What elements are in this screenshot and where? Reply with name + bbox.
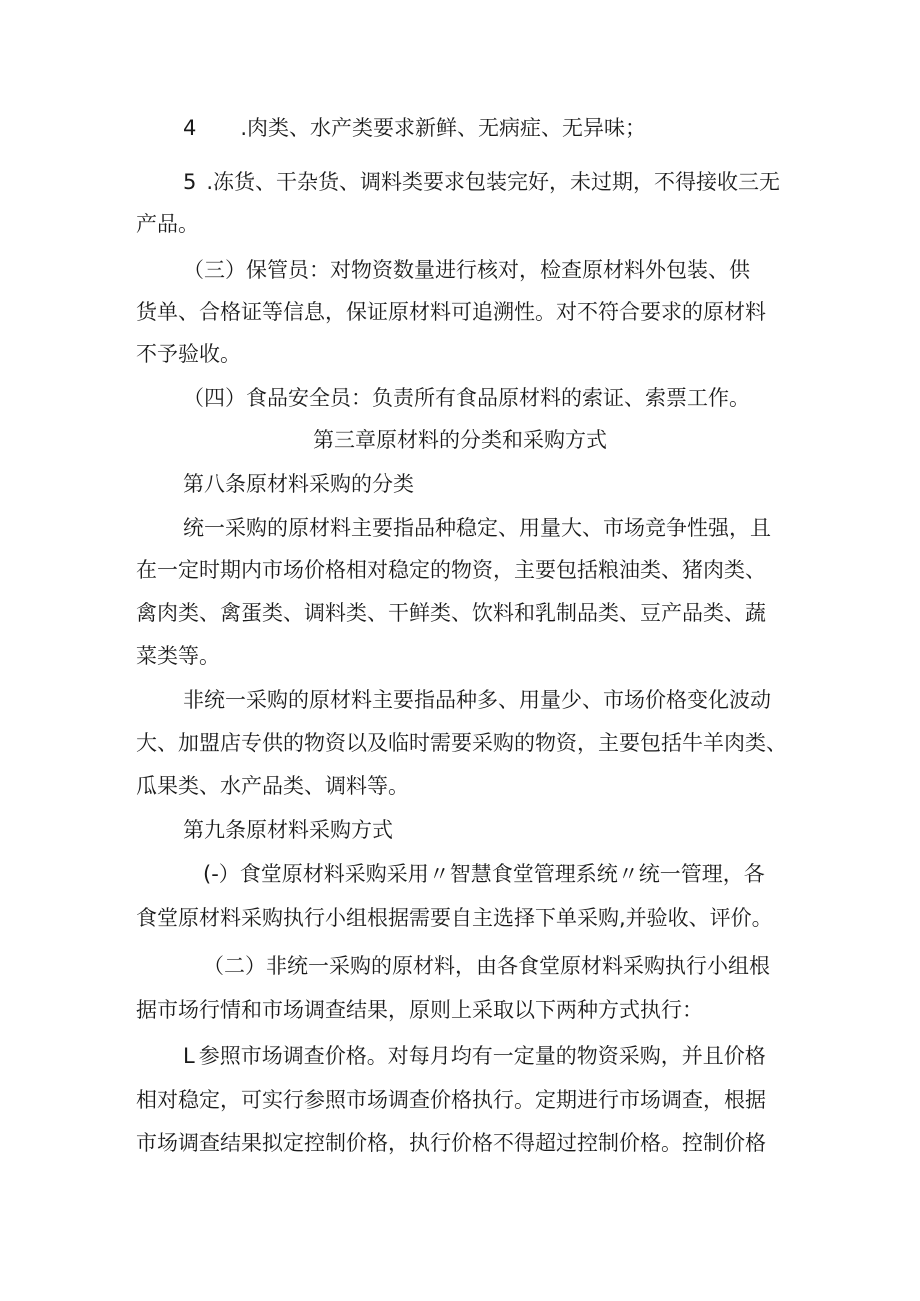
- list-number: 5: [183, 170, 197, 194]
- list-item-4: [183, 114, 646, 142]
- list-item-l: [183, 1042, 766, 1070]
- text-line: 瓜果类、水产品类、调料等。: [136, 774, 409, 798]
- paragraph-line: 统一采购的原材料主要指品种稳定、用量大、市场竞争性强，且: [183, 516, 771, 540]
- text-line: 产品。: [136, 212, 199, 236]
- list-text: .肉类、水产类要求新鲜、无病症、无异味；: [240, 116, 647, 140]
- paragraph-line: (-）食堂原材料采购采用〃智慧食堂管理系统〃统一管理，各: [203, 862, 765, 886]
- list-number: 4: [183, 116, 197, 140]
- text-line: 大、加盟店专供的物资以及临时需要采购的物资，主要包括牛羊肉类、: [136, 731, 787, 755]
- text-line: 禽肉类、禽蛋类、调料类、干鲜类、饮料和乳制品类、豆产品类、蔬: [136, 601, 766, 625]
- text-line: 菜类等。: [136, 644, 220, 668]
- paragraph-line: （四）食品安全员：负责所有食品原材料的索证、索票工作。: [183, 386, 750, 410]
- paragraph-line: （二）非统一采购的原材料，由各食堂原材料采购执行小组根: [203, 954, 770, 978]
- list-number: L: [183, 1044, 195, 1068]
- text-line: 相对稳定，可实行参照市场调查价格执行。定期进行市场调查，根据: [136, 1088, 766, 1112]
- article-heading: 第九条原材料采购方式: [183, 818, 393, 842]
- text-line: 食堂原材料采购执行小组根据需要自主选择下单采购,并验收、评价。: [136, 906, 773, 930]
- chapter-heading: 第三章原材料的分类和采购方式: [313, 428, 607, 452]
- paragraph-line: 非统一采购的原材料主要指品种多、用量少、市场价格变化波动: [183, 688, 771, 712]
- text-line: 据市场行情和市场调查结果，原则上采取以下两种方式执行：: [136, 998, 703, 1022]
- text-line: 不予验收。: [136, 342, 241, 366]
- paragraph-line: （三）保管员：对物资数量进行核对，检查原材料外包装、供: [183, 258, 750, 282]
- text-line: 市场调查结果拟定控制价格，执行价格不得超过控制价格。控制价格: [136, 1131, 766, 1155]
- list-item-5: [183, 168, 780, 196]
- list-text: 参照市场调查价格。对每月均有一定量的物资采购，并且价格: [198, 1044, 766, 1068]
- text-line: 货单、合格证等信息，保证原材料可追溯性。对不符合要求的原材料: [136, 300, 766, 324]
- list-text: .冻货、干杂货、调料类要求包装完好，未过期，不得接收三无: [206, 170, 781, 194]
- article-heading: 第八条原材料采购的分类: [183, 472, 414, 496]
- text-line: 在一定时期内市场价格相对稳定的物资，主要包括粮油类、猪肉类、: [136, 558, 766, 582]
